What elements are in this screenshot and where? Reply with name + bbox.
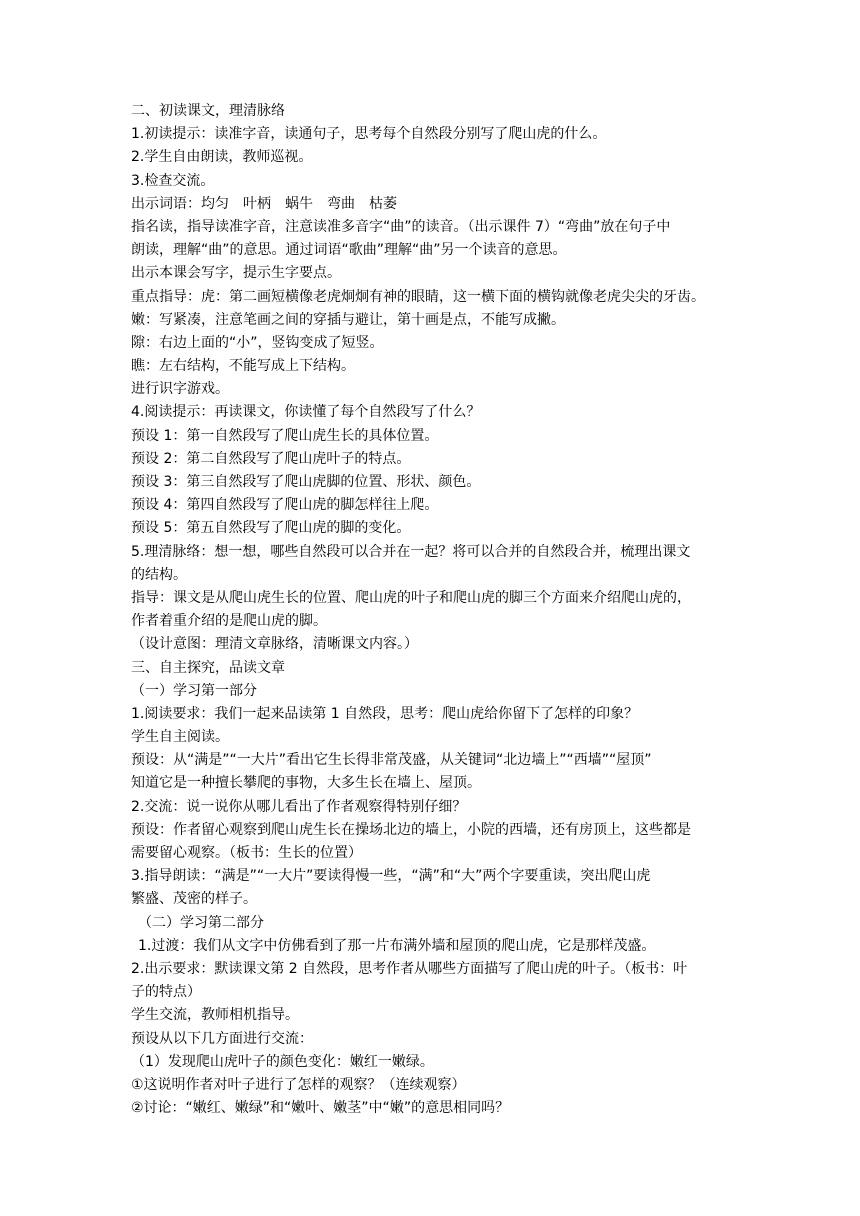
paragraph-line: 5.理清脉络：想一想，哪些自然段可以合并在一起？将可以合并的自然段合并，梳理出课文	[131, 543, 691, 560]
paragraph-line: （设计意图：理清文章脉络，清晰课文内容。）	[131, 636, 418, 653]
paragraph-line: 需要留心观察。（板书：生长的位置）	[131, 845, 362, 861]
paragraph-line: 预设 2：第二自然段写了爬山虎叶子的特点。	[131, 450, 411, 467]
paragraph-line: 出示本课会写字，提示生字要点。	[131, 265, 341, 282]
paragraph-line: 进行识字游戏。	[131, 381, 229, 398]
subsection-heading-1: （一）学习第一部分	[131, 682, 257, 699]
paragraph-line: 预设 1：第一自然段写了爬山虎生长的具体位置。	[131, 427, 439, 444]
paragraph-line: 3.指导朗读：“满是”“一大片”要读得慢一些，“满”和“大”两个字要重读，突出爬山虎	[131, 868, 651, 885]
paragraph-line: ②讨论：“嫩红、嫩绿”和“嫩叶、嫩茎”中“嫩”的意思相同吗？	[131, 1100, 510, 1117]
paragraph-line: 繁盛、茂密的样子。	[131, 891, 257, 908]
paragraph-line: 子的特点）	[131, 984, 201, 1001]
paragraph-line: 学生交流，教师相机指导。	[131, 1007, 299, 1024]
paragraph-line: 隙：右边上面的“小”，竖钩变成了短竖。	[131, 334, 384, 351]
paragraph-line: 的结构。	[131, 566, 187, 583]
paragraph-line: 学生自主阅读。	[131, 729, 229, 746]
paragraph-line: 嫩：写紧凑，注意笔画之间的穿插与避让，第十画是点，不能写成撇。	[131, 311, 565, 328]
paragraph-line: 2.交流：说一说你从哪儿看出了作者观察得特别仔细？	[131, 798, 467, 815]
paragraph-line: 预设 4：第四自然段写了爬山虎的脚怎样往上爬。	[131, 497, 439, 514]
paragraph-line: 2.出示要求：默读课文第 2 自然段，思考作者从哪些方面描写了爬山虎的叶子。（板书：叶	[131, 960, 688, 977]
paragraph-line: ①这说明作者对叶子进行了怎样的观察？（连续观察）	[131, 1076, 466, 1093]
paragraph-line: 预设从以下几方面进行交流：	[131, 1030, 313, 1047]
paragraph-line: 1.初读提示：读准字音，读通句子，思考每个自然段分别写了爬山虎的什么。	[131, 126, 607, 143]
paragraph-line: 朗读，理解“曲”的意思。通过词语“歌曲”理解“曲”另一个读音的意思。	[131, 242, 567, 259]
paragraph-line: 3.检查交流。	[131, 172, 215, 189]
paragraph-line: 1.阅读要求：我们一起来品读第 1 自然段，思考：爬山虎给你留下了怎样的印象？	[131, 705, 639, 722]
section-heading-2: 二、初读课文，理清脉络	[131, 103, 285, 119]
paragraph-line: 预设：从“满是”“一大片”看出它生长得非常茂盛，从关键词“北边墙上”“西墙”“屋顶”	[131, 752, 652, 769]
paragraph-line: 1.过渡：我们从文字中仿佛看到了那一片布满外墙和屋顶的爬山虎，它是那样茂盛。	[138, 937, 656, 954]
section-heading-3: 三、自主探究，品读文章	[131, 659, 285, 676]
paragraph-line: （1）发现爬山虎叶子的颜色变化：嫩红一嫩绿。	[131, 1053, 434, 1070]
paragraph-line: 知道它是一种擅长攀爬的事物，大多生长在墙上、屋顶。	[131, 775, 481, 792]
document-body	[131, 100, 741, 1120]
subsection-heading-2: （二）学习第二部分	[138, 914, 264, 931]
paragraph-line: 2.学生自由朗读，教师巡视。	[131, 149, 313, 166]
paragraph-line: 4.阅读提示：再读课文，你读懂了每个自然段写了什么？	[131, 404, 481, 421]
paragraph-line: 指名读，指导读准字音，注意读准多音字“曲”的读音。（出示课件 7）“弯曲”放在句子中	[131, 218, 671, 235]
paragraph-line: 预设：作者留心观察到爬山虎生长在操场北边的墙上，小院的西墙，还有房顶上，这些都是	[131, 821, 691, 838]
paragraph-line: 指导：课文是从爬山虎生长的位置、爬山虎的叶子和爬山虎的脚三个方面来介绍爬山虎的，	[131, 589, 691, 606]
paragraph-line: 出示词语：均匀 叶柄 蜗牛 弯曲 枯萎	[131, 195, 397, 212]
paragraph-line: 预设 3：第三自然段写了爬山虎脚的位置、形状、颜色。	[131, 474, 481, 490]
paragraph-line: 重点指导：虎：第二画短横像老虎炯炯有神的眼睛，这一横下面的横钩就像老虎尖尖的牙齿。	[131, 288, 705, 305]
paragraph-line: 作者着重介绍的是爬山虎的脚。	[131, 613, 327, 630]
paragraph-line: 预设 5：第五自然段写了爬山虎的脚的变化。	[131, 520, 411, 537]
paragraph-line: 瞧：左右结构，不能写成上下结构。	[131, 358, 355, 375]
